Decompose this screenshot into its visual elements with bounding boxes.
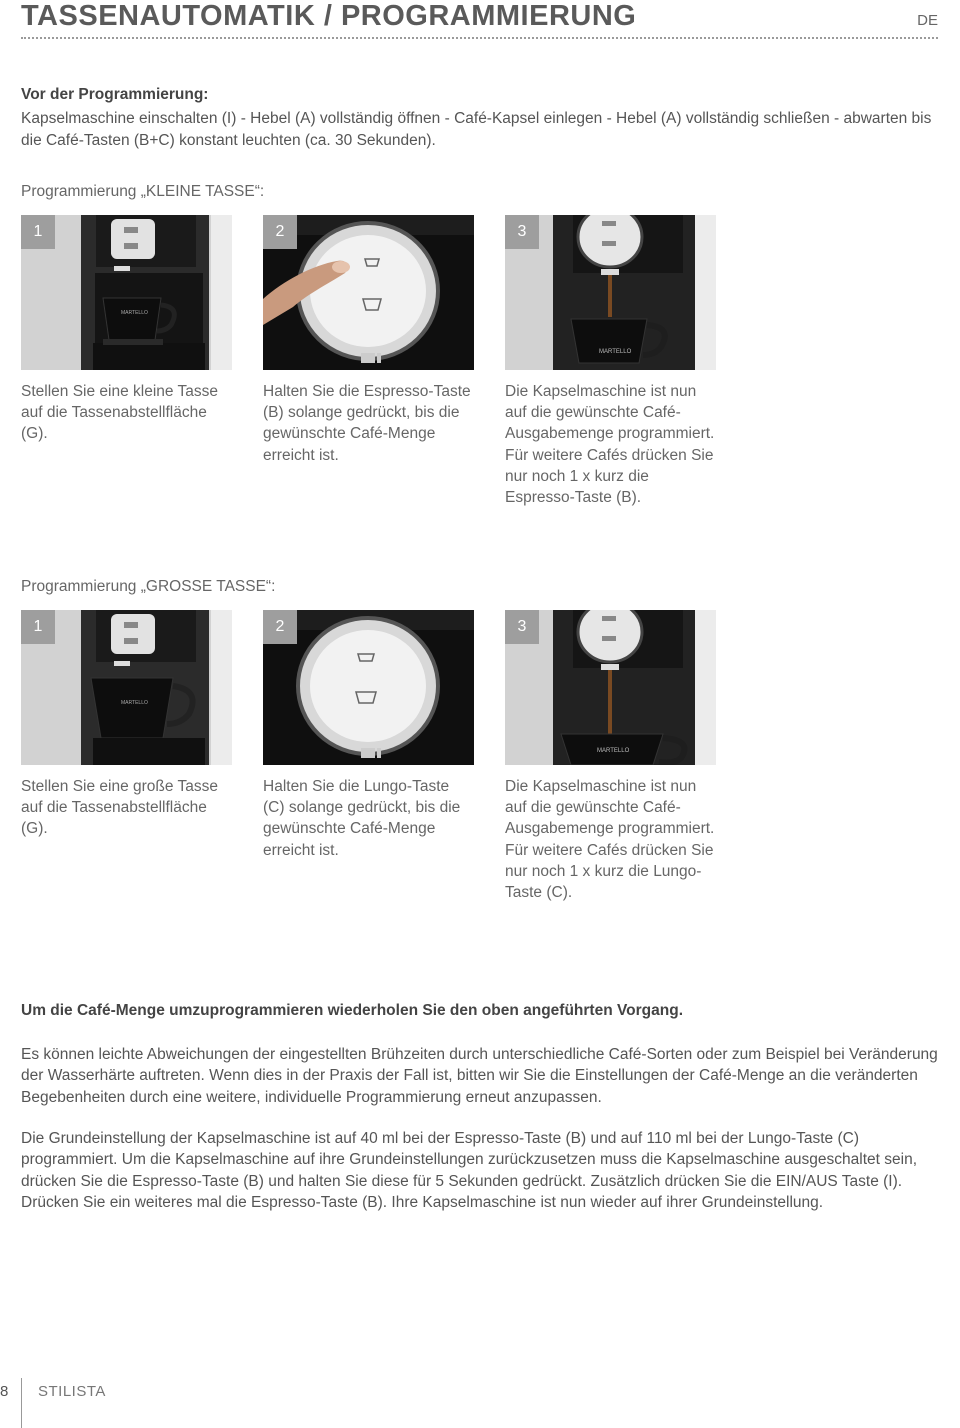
step-image-small-cup-2 (263, 215, 474, 370)
step-number: 2 (263, 610, 297, 644)
step-caption-small-cup-2: Halten Sie die Espresso-Taste (B) solange gedrückt, bis die gewünschte Café-Menge erreicht ist. (263, 383, 471, 464)
reprogram-note: Um die Café-Menge umzuprogrammieren wiederholen Sie den oben angeführten Vorgang. (21, 1002, 683, 1019)
step-number: 3 (505, 215, 539, 249)
step-caption-small-cup-3: Die Kapselmaschine ist nun auf die gewünschte Café-Ausgabemenge programmiert. Für weitere Cafés drücken Sie nur noch 1 x kurz die Espresso-Taste (B). (505, 383, 715, 507)
step-caption-large-cup-1: Stellen Sie eine große Tasse auf die Tassenabstellfläche (G). (21, 778, 219, 838)
footer-divider (21, 1378, 22, 1428)
cup-brand-label: MARTELLO (121, 700, 148, 706)
model-name: STILISTA (38, 1383, 106, 1400)
step-caption-large-cup-2: Halten Sie die Lungo-Taste (C) solange gedrückt, bis die gewünschte Café-Menge erreicht ist. (263, 778, 461, 859)
section-title-small-cup: Programmierung „KLEINE TASSE“: (21, 183, 265, 200)
step-caption-small-cup-1: Stellen Sie eine kleine Tasse auf die Tassenabstellfläche (G). (21, 383, 219, 443)
step-image-small-cup-3 (505, 215, 716, 370)
step-image-large-cup-2 (263, 610, 474, 765)
intro-text: Kapselmaschine einschalten (I) - Hebel (A) vollständig öffnen - Café-Kapsel einlegen - Hebel (A) vollständig schließen - abwarten bis die Café-Tasten (B+C) konstant leuchten (ca. 30 Sekunden). (21, 110, 932, 149)
header-divider (21, 37, 938, 39)
page-title: TASSENAUTOMATIK / PROGRAMMIERUNG (21, 0, 637, 32)
step-number: 1 (21, 610, 55, 644)
cup-brand-label: MARTELLO (121, 310, 148, 316)
step-number: 3 (505, 610, 539, 644)
deviation-paragraph: Es können leichte Abweichungen der eingestellten Brühzeiten durch unterschiedliche Café-Sorten oder zum Beispiel bei Veränderung der Wasserhärte auftreten. Wenn dies in der Praxis der Fall ist, bitten wir Sie die Einstellungen der Café-Menge an die veränderten Begebenheiten durch eine weitere, individuelle Programmierung erneut anzupassen. (21, 1046, 938, 1106)
section-title-large-cup: Programmierung „GROSSE TASSE“: (21, 578, 276, 595)
language-label: DE (917, 12, 938, 29)
step-image-small-cup-1 (21, 215, 232, 370)
cup-brand-label: MARTELLO (597, 748, 630, 754)
step-number: 2 (263, 215, 297, 249)
step-number: 1 (21, 215, 55, 249)
intro-heading: Vor der Programmierung: (21, 86, 209, 103)
page-number: 8 (0, 1383, 9, 1400)
step-caption-large-cup-3: Die Kapselmaschine ist nun auf die gewünschte Café-Ausgabemenge programmiert. Für weitere Cafés drücken Sie nur noch 1 x kurz die Lungo-Taste (C). (505, 778, 715, 902)
step-image-large-cup-3 (505, 610, 716, 765)
cup-brand-label: MARTELLO (599, 349, 632, 355)
step-image-large-cup-1 (21, 610, 232, 765)
default-settings-paragraph: Die Grundeinstellung der Kapselmaschine ist auf 40 ml bei der Espresso-Taste (B) und auf 110 ml bei der Lungo-Taste (C) programmiert. Um die Kapselmaschine auf ihre Grundeinstellungen zurückzusetzen muss die Kapselmaschine ausgeschaltet sein, drücken Sie die Espresso-Taste (B) und halten Sie diese für 5 Sekunden gedrückt. Zusätzlich drücken Sie die EIN/AUS Taste (I). Drücken Sie ein weiteres mal die Espresso-Taste (B). Ihre Kapselmaschine ist nun wieder auf ihrer Grundeinstellung. (21, 1130, 918, 1211)
